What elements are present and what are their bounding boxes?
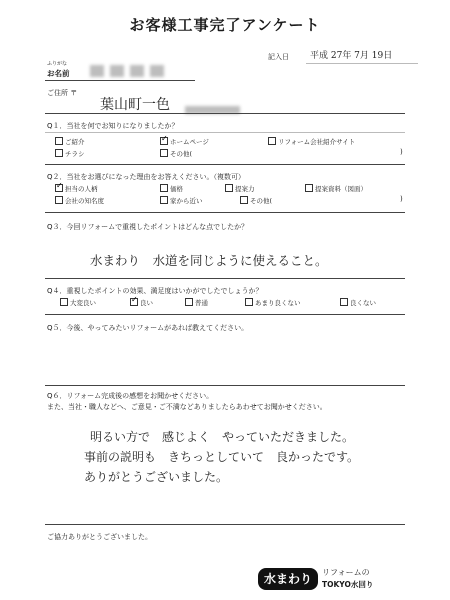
q4-option-very-good[interactable]: 大変良い [60, 298, 96, 307]
date-value: 平成 27年 7月 19日 [310, 51, 393, 61]
address-redacted [185, 99, 240, 118]
name-label: お名前 [47, 69, 70, 78]
name-redacted [90, 62, 164, 81]
page-title: お客様工事完了アンケート [129, 16, 321, 34]
checkbox [340, 298, 348, 306]
q4-option-good[interactable]: ✓ 良い [130, 298, 153, 307]
q5-label: Q５．今後、やってみたいリフォームがあれば教えてください。 [47, 324, 249, 332]
company-logo: 水まわり [258, 568, 318, 590]
q2-option-proposal[interactable]: 提案力 [225, 184, 255, 193]
checkbox [55, 137, 63, 145]
q4-label: Q４．重視したポイントの効果、満足度はいかがでしたでしょうか？ [47, 287, 263, 295]
checkbox [55, 149, 63, 157]
furigana-label: ふりがな [47, 61, 68, 67]
q1-option-flyer[interactable]: チラシ [55, 149, 85, 158]
logo-company-name: TOKYO水回り [322, 580, 374, 589]
checkbox [60, 298, 68, 306]
q2-option-nearby[interactable]: 家から近い [160, 196, 203, 205]
q1-option-reform-site[interactable]: リフォーム会社紹介サイト [268, 137, 355, 146]
checkbox [245, 298, 253, 306]
q2-option-drawings[interactable]: 提案資料（図面） [305, 184, 367, 193]
q3-label: Q３．今回リフォームで重視したポイントはどんな点でしたか？ [47, 223, 249, 231]
q6-answer-line-2: 事前の説明も きちっとしていて 良かったです。 [84, 450, 360, 464]
address-label: ご住所 〒 [47, 89, 78, 97]
q4-option-not-so-good[interactable]: あまり良くない [245, 298, 301, 307]
checkbox [160, 184, 168, 192]
q2-option-other[interactable]: その他( [240, 196, 272, 205]
q6-label-2: また、当社・職人などへ、ご意見・ご不満などありましたらあわせてお聞かせください。 [47, 403, 327, 411]
q4-option-average[interactable]: 普通 [185, 298, 208, 307]
checkbox [185, 298, 193, 306]
checkbox [160, 149, 168, 157]
q2-option-price[interactable]: 価格 [160, 184, 183, 193]
checkbox [305, 184, 313, 192]
checkbox-checked [130, 298, 138, 306]
checkbox-checked [160, 137, 168, 145]
q1-option-referral[interactable]: ご紹介 [55, 137, 85, 146]
checkbox [268, 137, 276, 145]
checkbox [240, 196, 248, 204]
q1-label: Q１．当社を何でお知りになりましたか？ [47, 122, 179, 130]
date-label: 記入日 [268, 53, 289, 61]
checkbox-checked [55, 184, 63, 192]
checkbox [55, 196, 63, 204]
q2-label: Q２．当社をお選びになった理由をお答えください。（複数可） [47, 173, 246, 181]
q2-option-reputation[interactable]: 会社の知名度 [55, 196, 104, 205]
q1-option-other[interactable]: その他( [160, 149, 192, 158]
q6-label-1: Q６．リフォーム完成後の感想をお聞かせください。 [47, 392, 214, 400]
q1-option-homepage[interactable]: ✓ ホームページ [160, 137, 209, 146]
q3-answer: 水まわり 水道を同じように使えること。 [90, 253, 328, 268]
q4-option-bad[interactable]: 良くない [340, 298, 376, 307]
address-value: 葉山町一色 [100, 97, 170, 113]
checkbox [225, 184, 233, 192]
footer-thanks: ご協力ありがとうございました。 [47, 533, 152, 541]
logo-tagline: リフォームの [322, 568, 370, 577]
q6-answer-line-1: 明るい方で 感じよく やっていただきました。 [90, 430, 355, 444]
q6-answer-line-3: ありがとうございました。 [84, 470, 229, 484]
q2-option-personality[interactable]: ✓担当の人柄 [55, 184, 98, 193]
checkbox [160, 196, 168, 204]
